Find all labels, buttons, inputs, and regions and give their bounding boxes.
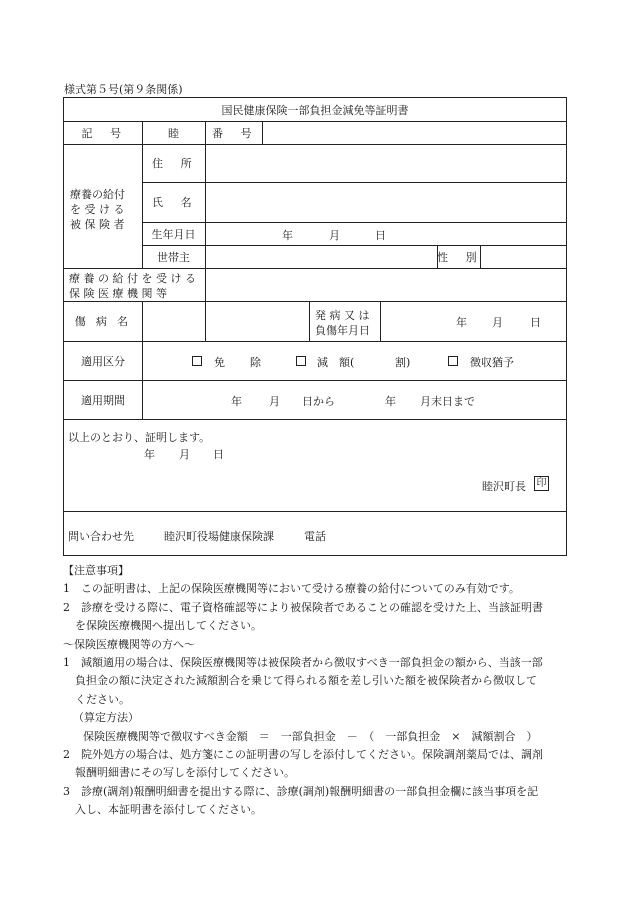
insured-label-line2: を 受 け る <box>70 203 125 216</box>
note-text: 入し、本証明書を添付してください。 <box>75 803 262 817</box>
note-text: ください。 <box>75 692 130 706</box>
institution-field[interactable] <box>206 269 565 301</box>
contact-label: 問い合わせ先 <box>68 530 134 543</box>
note-2 <box>63 599 573 636</box>
symbol-label: 記 号 <box>81 126 125 140</box>
reduction-label-b: 額( <box>339 356 355 369</box>
number-label: 番 号 <box>212 126 255 140</box>
onset-label-line1: 発 病 又 は <box>315 309 370 322</box>
note-number: 2 <box>63 748 70 762</box>
onset-label-line2: 負傷年月日 <box>315 324 370 337</box>
certificate-form <box>63 97 567 556</box>
institution-label-line2: 保 険 医 療 機 関 等 <box>69 287 167 300</box>
note-number: 2 <box>63 600 70 614</box>
note-1 <box>63 580 573 598</box>
gender-field[interactable] <box>481 246 565 268</box>
reduction-label-a: 減 <box>317 356 328 369</box>
insured-label-line1: 療養の給付 <box>70 188 125 201</box>
note-text: 報酬明細書にその写しを添付してください。 <box>75 766 295 780</box>
form-title: 国民健康保険一部負担金減免等証明書 <box>221 103 409 117</box>
divider <box>380 301 381 341</box>
seal-mark: 印 <box>534 476 549 491</box>
divider <box>64 511 566 512</box>
birth-day: 日 <box>375 229 386 242</box>
contact-dept: 睦沢町役場健康保険課 <box>164 530 274 543</box>
address-label: 住 所 <box>152 157 195 170</box>
certify-text: 以上のとおり、証明します。 <box>68 431 211 444</box>
number-field[interactable] <box>263 122 565 143</box>
divider <box>64 419 566 420</box>
onset-day: 日 <box>530 316 541 329</box>
onset-month: 月 <box>492 316 503 329</box>
reduction-label-c: 割) <box>395 356 411 369</box>
note-number: 3 <box>63 784 70 798</box>
household-label: 世帯主 <box>157 250 190 264</box>
symbol-value: 睦 <box>168 126 179 140</box>
exemption-label-b: 除 <box>250 356 261 369</box>
birth-year: 年 <box>282 229 293 242</box>
period-year2: 年 <box>385 395 396 408</box>
mayor-name: 睦沢町長 <box>482 480 526 493</box>
note-text: 診療(調剤)報酬明細書を提出する際に、診療(調剤)報酬明細書の一部負担金欄に該当事項を記 <box>81 784 539 798</box>
calc-formula: 保険医療機関等で徴収すべき金額 ＝ 一部負担金 － （ 一部負担金 × 減額割合 ） <box>83 729 538 743</box>
note-text: この証明書は、上記の保険医療機関等において受ける療養の給付についてのみ有効です。 <box>81 582 520 596</box>
exemption-checkbox[interactable] <box>192 356 202 366</box>
notes-heading: 【注意事項】 <box>63 564 129 577</box>
name-field[interactable] <box>206 183 565 222</box>
name-label: 氏 名 <box>152 196 195 209</box>
note-text: 負担金の額に決定された減額割合を乗じて得られる額を差し引いた額を被保険者から徴収して <box>75 674 537 688</box>
deferral-label: 徴収猶予 <box>470 356 514 369</box>
birth-label: 生年月日 <box>151 227 196 241</box>
notes-subheading: ～保険医療機関等の方へ～ <box>63 637 195 651</box>
note-text: 減額適用の場合は、保険医療機関等は被保険者から徴収すべき一部負担金の額から、当該一部 <box>81 656 543 670</box>
contact-phone: 電話 <box>304 530 326 543</box>
note-text: を保険医療機関へ提出してください。 <box>75 619 262 633</box>
note-text: 院外処方の場合は、処方箋にこの証明書の写しを添付してください。保険調剤薬局では、調剤 <box>81 748 543 762</box>
period-month1: 月 <box>269 395 280 408</box>
onset-year: 年 <box>456 316 467 329</box>
reduction-checkbox[interactable] <box>296 356 306 366</box>
disease-label: 傷 病 名 <box>74 315 132 328</box>
birth-month: 月 <box>329 229 340 242</box>
divider <box>142 341 143 419</box>
institution-note-2 <box>63 746 573 783</box>
gender-label: 性 別 <box>437 250 480 264</box>
divider <box>309 301 310 341</box>
calc-label: （算定方法） <box>73 711 139 725</box>
institution-note-1 <box>63 654 573 709</box>
form-number: 様式第５号(第９条関係) <box>64 83 183 96</box>
period-label: 適用期間 <box>81 393 125 407</box>
category-label: 適用区分 <box>81 354 125 368</box>
address-field[interactable] <box>206 145 565 182</box>
disease-field[interactable] <box>143 302 308 341</box>
note-number: 1 <box>63 582 70 596</box>
institution-label-line1: 療 養 の 給 付 を 受 け る <box>69 272 196 285</box>
certify-day: 日 <box>213 448 224 461</box>
institution-note-3 <box>63 783 573 820</box>
notes-section <box>63 562 573 820</box>
household-field[interactable] <box>206 246 436 268</box>
exemption-label-a: 免 <box>214 356 225 369</box>
period-from: 日から <box>302 395 335 408</box>
note-number: 1 <box>63 656 70 670</box>
period-year1: 年 <box>231 395 242 408</box>
certify-year: 年 <box>144 448 155 461</box>
deferral-checkbox[interactable] <box>448 356 458 366</box>
note-text: 診療を受ける際に、電子資格確認等により被保険者であることの確認を受けた上、当該証明書 <box>81 600 543 614</box>
certify-month: 月 <box>179 448 190 461</box>
period-to: 月末日まで <box>420 395 475 408</box>
insured-label-line3: 被 保 険 者 <box>70 218 125 231</box>
